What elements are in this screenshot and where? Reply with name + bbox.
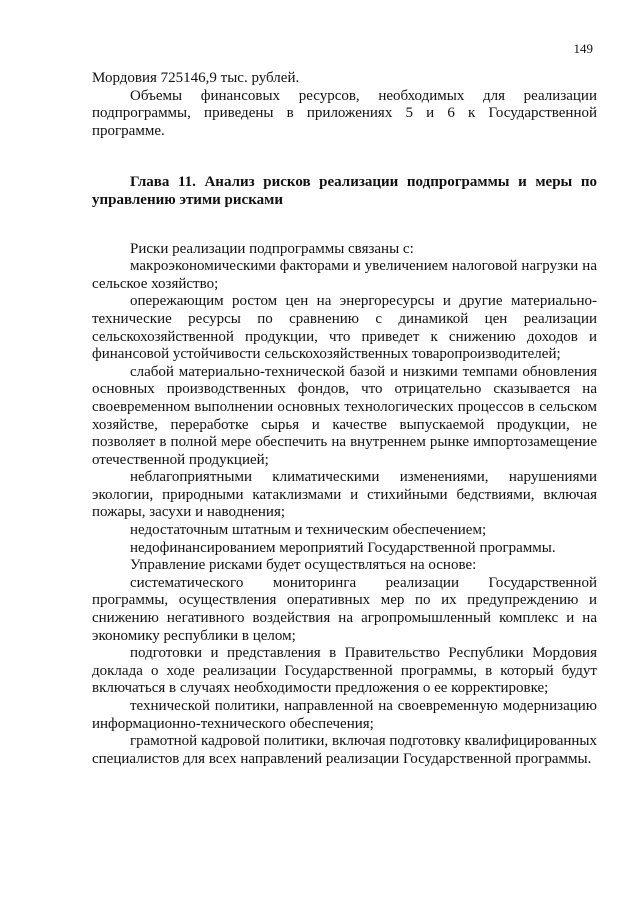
paragraph: Объемы финансовых ресурсов, необходимых для реализации подпрограммы, приведены в приложениях 5 и 6 к Государственной программе. [92, 87, 597, 139]
list-item: недостаточным штатным и техническим обеспечением; [130, 522, 487, 539]
chapter-heading: Глава 11. Анализ рисков реализации подпрограммы и меры по управлению этими рисками [92, 174, 597, 208]
list-item: недофинансированием мероприятий Государственной программы. [130, 539, 556, 556]
list-item: опережающим ростом цен на энергоресурсы и другие материально-технические ресурсы по сравнению с динамикой цен реализации сельскохозяйственной продукции, что приведет к снижению доходов и финансовой устойчивости сельскохозяйственных товаропроизводителей; [92, 293, 597, 363]
list-item: технической политики, направленной на своевременную модернизацию информационно-технического обеспечения; [92, 698, 597, 732]
paragraph: Управление рисками будет осуществляться на основе: [130, 557, 477, 574]
list-item: грамотной кадровой политики, включая подготовку квалифицированных специалистов для всех направлений реализации Государственной программы. [92, 733, 597, 767]
paragraph: Мордовия 725146,9 тыс. рублей. [92, 70, 300, 86]
list-item: макроэкономическими факторами и увеличением налоговой нагрузки на сельское хозяйство; [92, 258, 597, 292]
list-item: систематического мониторинга реализации Государственной программы, осуществления оперативных мер по их предупреждению и снижению негативного воздействия на агропромышленный комплекс и на экономику республики в целом; [92, 574, 597, 644]
paragraph: Риски реализации подпрограммы связаны с: [130, 240, 414, 257]
document-body [92, 70, 597, 768]
list-item: неблагоприятными климатическими изменениями, нарушениями экологии, природными катаклизмами и стихийными бедствиями, включая пожары, засухи и наводнения; [92, 469, 597, 521]
list-item: слабой материально-технической базой и низкими темпами обновления основных производственных фондов, что отрицательно сказывается на своевременном выполнении основных технологических процессов в сельском хозяйстве, переработке сырья и качестве выпускаемой продукции, не позволяет в полной мере обеспечить на внутреннем рынке импортозамещение отечественной продукцией; [92, 363, 597, 468]
list-item: подготовки и представления в Правительство Республики Мордовия доклада о ходе реализации Государственной программы, в который будут включаться в случаях необходимости предложения о ее корректировке; [92, 645, 597, 697]
page-number: 149 [573, 41, 593, 56]
